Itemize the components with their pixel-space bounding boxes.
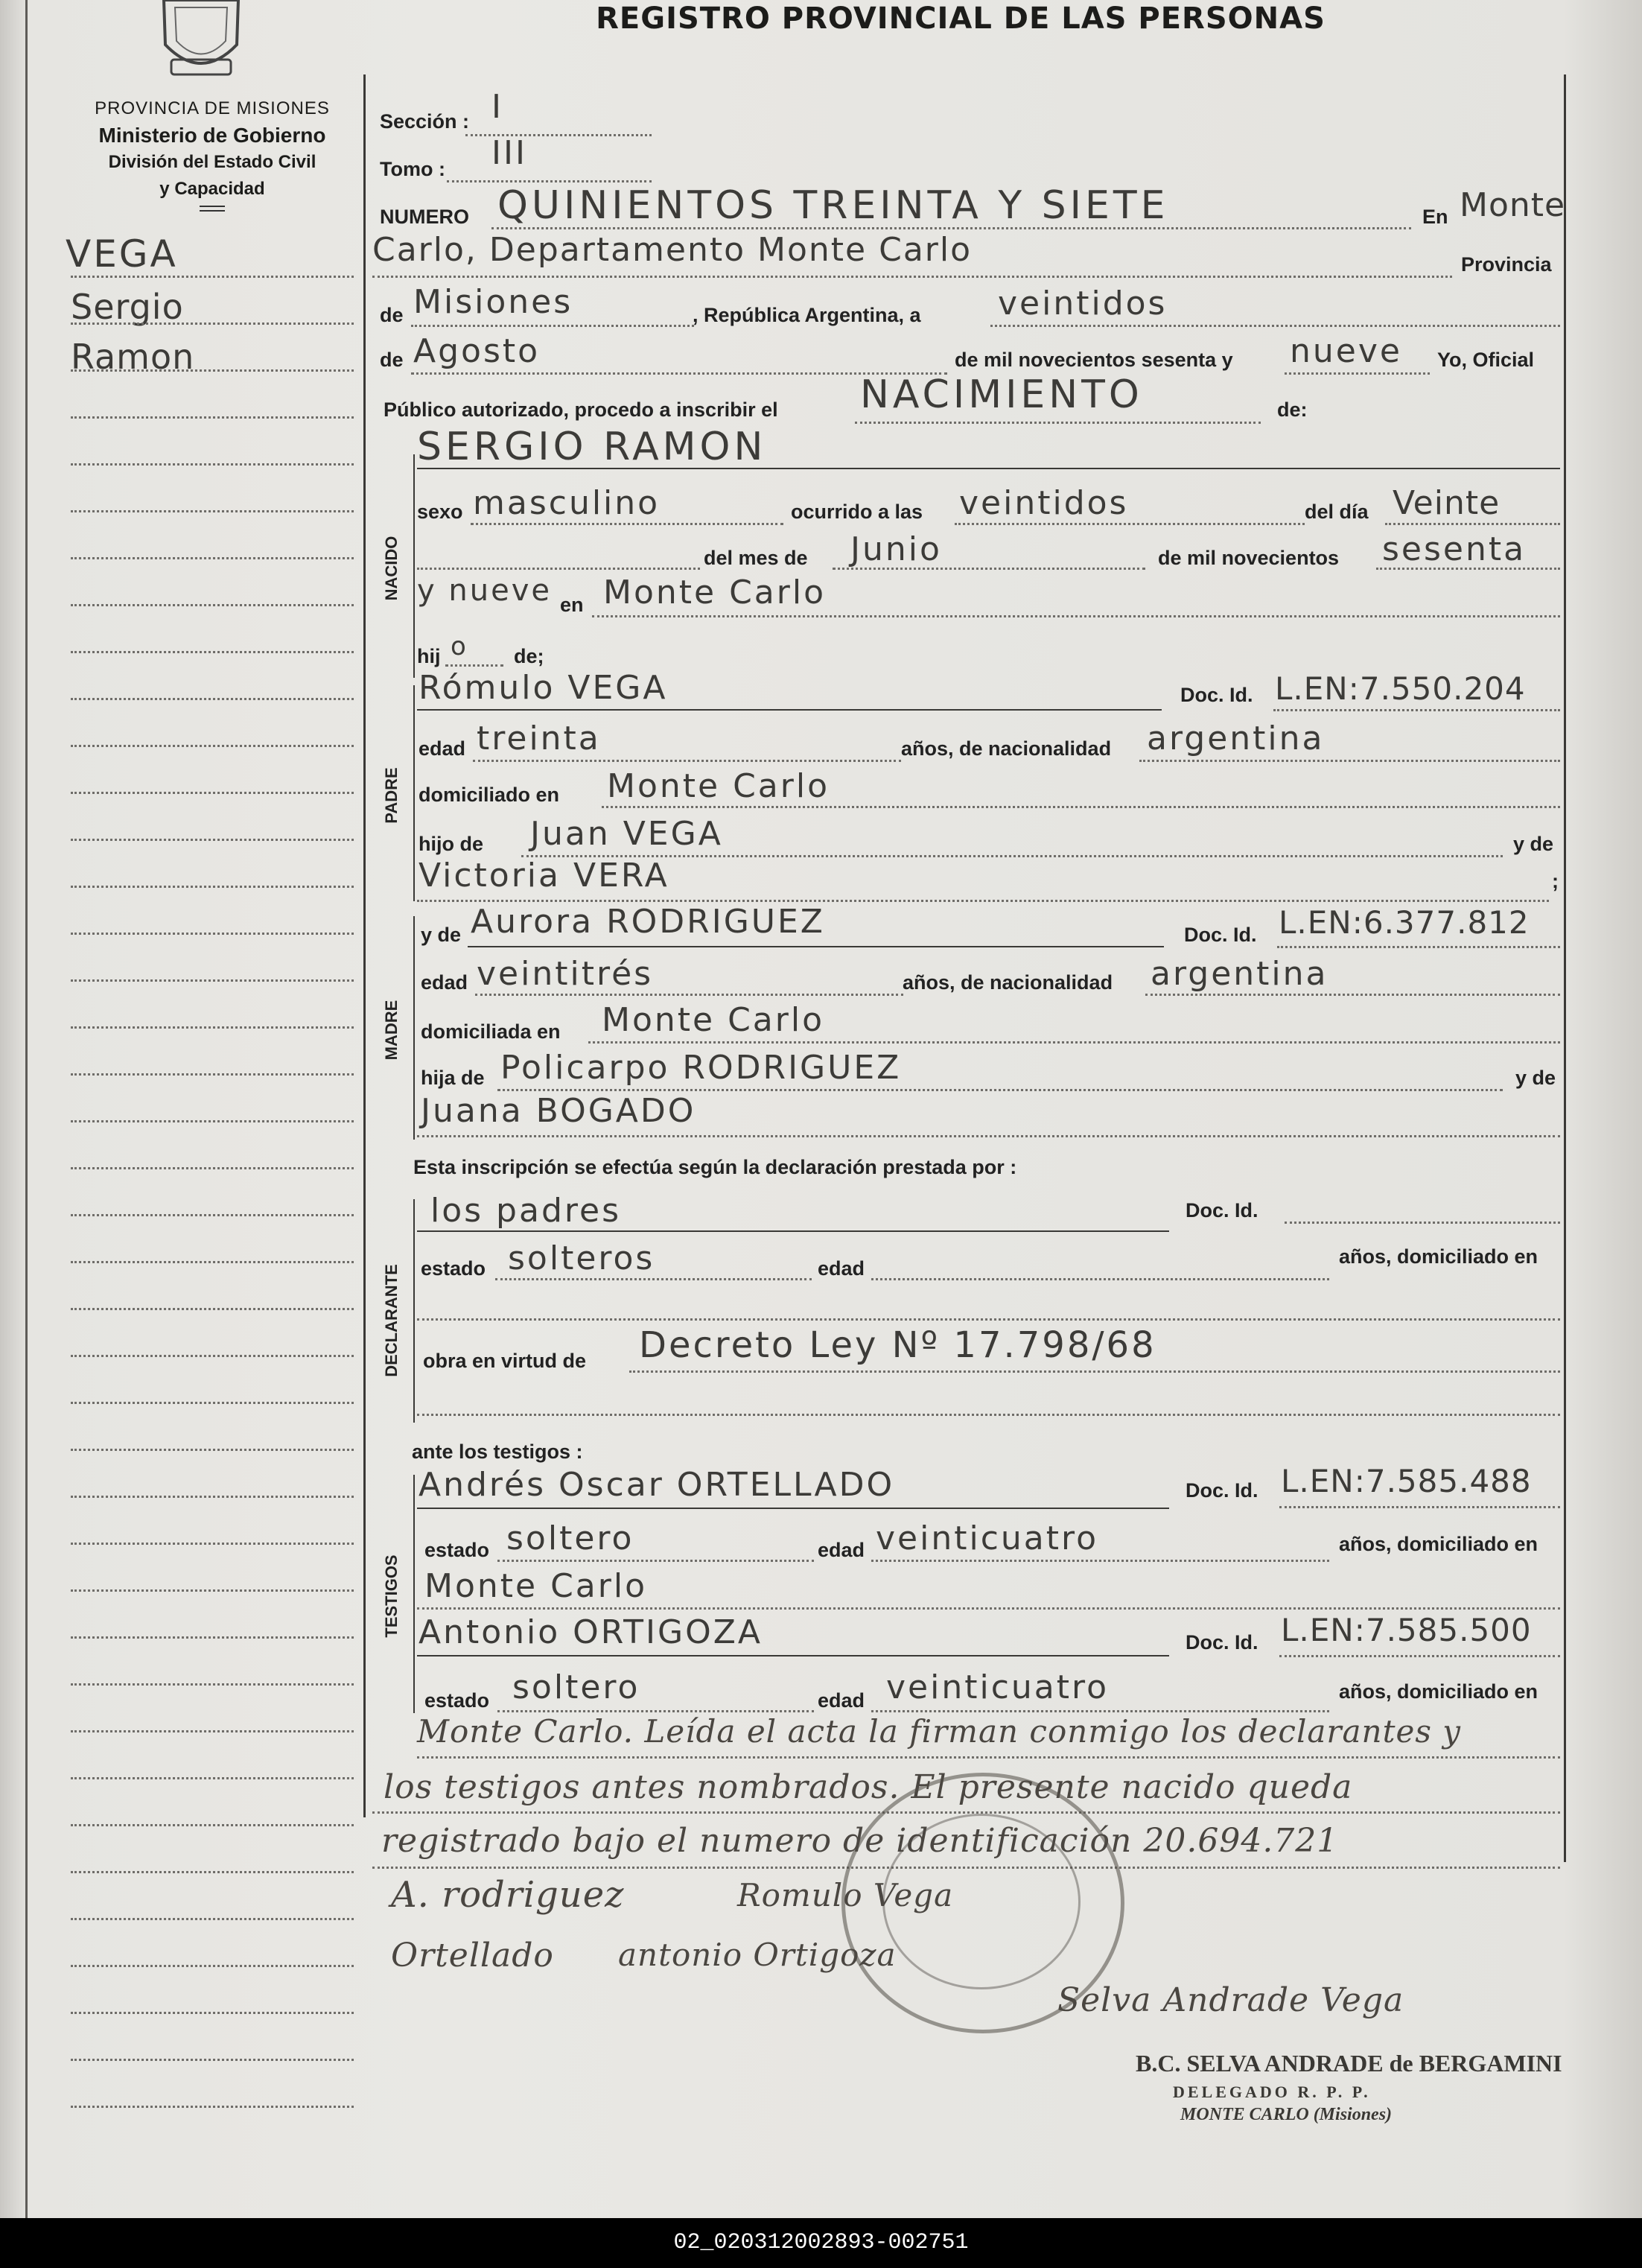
madre-dom-value: Monte Carlo (602, 1001, 824, 1039)
closing-line-3: registrado bajo el numero de identificación 20.694.721 (381, 1822, 1339, 1860)
declarante-estado-value: solteros (508, 1239, 655, 1277)
padre-section-label: PADRE (382, 767, 401, 824)
testigo1-edad-value: veinticuatro (876, 1519, 1099, 1557)
testigo1-edad-line (871, 1560, 1329, 1562)
sexo-value: masculino (473, 484, 661, 522)
del-dia-label: del día (1305, 501, 1369, 523)
madre-name-line (468, 946, 1164, 947)
signature-rodriguez: A. rodriguez (391, 1874, 625, 1916)
official-seal-inner (882, 1814, 1081, 1989)
signature-officer: Selva Andrade Vega (1057, 1981, 1404, 2019)
padre-semicolon: ; (1552, 870, 1559, 892)
officer-place: MONTE CARLO (Misiones) (1180, 2105, 1393, 2124)
hour-line (955, 523, 1305, 525)
margin-rule (71, 369, 354, 372)
margin-rule (71, 1965, 354, 1967)
madre-edad-value: veintitrés (477, 955, 654, 993)
padre-name-line (417, 709, 1162, 711)
en-label: En (1422, 206, 1448, 228)
declarante-estado-line (495, 1278, 812, 1280)
margin-rule (71, 323, 354, 325)
testigo1-estado-line (497, 1560, 814, 1562)
testigo1-name-line (417, 1508, 1169, 1509)
padre-mother-value: Victoria VERA (419, 857, 669, 895)
signature-romulo-vega: Romulo Vega (737, 1877, 954, 1913)
signature-ortigoza: antonio Ortigoza (618, 1937, 897, 1973)
document-title: REGISTRO PROVINCIAL DE LAS PERSONAS (596, 1, 1326, 36)
margin-rule (71, 1683, 354, 1686)
hour-value: veintidos (959, 484, 1129, 522)
birth-day-line (1385, 523, 1560, 525)
day-value: veintidos (998, 285, 1168, 323)
padre-doc-label: Doc. Id. (1180, 684, 1253, 706)
padre-edad-value: treinta (477, 720, 601, 757)
padre-y-de-label: y de (1513, 833, 1554, 855)
place-line (372, 276, 1452, 278)
obra-line (629, 1370, 1560, 1373)
numero-label: NUMERO (380, 206, 469, 228)
margin-rule (71, 1308, 354, 1310)
margin-surname: VEGA (66, 232, 178, 276)
padre-edad-label: edad (419, 737, 466, 760)
margin-rule (71, 698, 354, 700)
madre-nac-label: años, de nacionalidad (903, 971, 1113, 994)
testigo1-doc-label: Doc. Id. (1186, 1479, 1258, 1502)
birth-month-value: Junio (850, 530, 942, 568)
declarante-name-line (417, 1230, 1169, 1232)
double-rule (200, 206, 225, 212)
birth-place-line (592, 615, 1560, 617)
testigo1-anos-label: años, domiciliado en (1339, 1533, 1538, 1555)
seccion-value: I (491, 88, 503, 126)
declarante-intro: Esta inscripción se efectúa según la declaración prestada por : (413, 1156, 1017, 1178)
officer-role: DELEGADO R. P. P. (1173, 2083, 1371, 2101)
nacido-blank-line (417, 568, 700, 570)
nacido-name-line (417, 468, 1560, 469)
page-binding-edge (25, 0, 28, 2218)
testigo2-doc-label: Doc. Id. (1186, 1631, 1258, 1654)
declarante-anos-label: años, domiciliado en (1339, 1245, 1538, 1268)
obra-label: obra en virtud de (423, 1350, 587, 1372)
madre-dom-label: domiciliada en (421, 1020, 561, 1043)
testigo2-edad-label: edad (818, 1689, 865, 1712)
testigo1-dom-line (417, 1607, 1560, 1610)
madre-mother-line (417, 1135, 1560, 1137)
margin-rule (71, 1777, 354, 1779)
madre-hija-label: hija de (421, 1067, 485, 1089)
testigos-bracket (413, 1475, 415, 1713)
de2-label: de (380, 349, 404, 371)
testigo1-name: Andrés Oscar ORTELLADO (419, 1466, 895, 1504)
madre-section-label: MADRE (382, 1000, 401, 1061)
tomo-line (447, 180, 652, 182)
testigo1-doc-value: L.EN:7.585.488 (1281, 1463, 1532, 1499)
margin-rule (71, 1214, 354, 1216)
margin-rule (71, 510, 354, 512)
hijo-suffix: o (451, 632, 468, 661)
margin-rule (71, 1730, 354, 1732)
sexo-label: sexo (417, 501, 463, 523)
madre-edad-label: edad (421, 971, 468, 994)
place-value: Carlo, Departamento Monte Carlo (372, 231, 973, 269)
testigo2-edad-line (871, 1710, 1329, 1712)
margin-rule (71, 604, 354, 606)
de3-label: de: (1277, 398, 1308, 421)
testigo2-estado-line (497, 1710, 814, 1712)
padre-dom-line (602, 806, 1560, 808)
ocurrido-label: ocurrido a las (791, 501, 923, 523)
madre-doc-label: Doc. Id. (1184, 924, 1257, 946)
obra-line-2 (417, 1414, 1560, 1416)
margin-rule (71, 839, 354, 841)
birth-day-value: Veinte (1393, 484, 1501, 522)
madre-hija-line (497, 1089, 1503, 1091)
padre-dom-label: domiciliado en (419, 784, 560, 806)
testigos-section-label: TESTIGOS (382, 1554, 401, 1638)
margin-rule (71, 1120, 354, 1122)
margin-rule (71, 2059, 354, 2061)
official-seal (841, 1773, 1124, 2033)
padre-nac-line (1139, 760, 1560, 762)
margin-rule (71, 1871, 354, 1873)
margin-rule (71, 416, 354, 419)
margin-rule (71, 557, 354, 559)
right-border (1564, 74, 1566, 1862)
madre-bracket (413, 916, 415, 1140)
margin-rule (71, 886, 354, 888)
sexo-line (471, 523, 783, 525)
margin-rule (71, 1073, 354, 1076)
numero-value: QUINIENTOS TREINTA Y SIETE (497, 183, 1169, 228)
margin-rule (71, 1636, 354, 1639)
declarante-doc-label: Doc. Id. (1186, 1199, 1258, 1222)
nacido-section-label: NACIDO (382, 536, 401, 601)
madre-doc-line (1277, 946, 1560, 948)
testigo1-edad-label: edad (818, 1539, 865, 1561)
testigo2-estado-value: soltero (512, 1668, 640, 1706)
day-line (990, 325, 1560, 327)
testigo2-doc-line (1279, 1655, 1560, 1657)
republica-label: , República Argentina, a (693, 304, 921, 326)
testigo1-estado-value: soltero (506, 1519, 634, 1557)
padre-doc-line (1273, 709, 1560, 711)
en-value: Monte (1460, 186, 1566, 224)
madre-nac-value: argentina (1151, 955, 1328, 993)
tomo-value: III (491, 134, 527, 172)
mes-label: del mes de (704, 547, 808, 569)
testigo2-name: Antonio ORTIGOZA (419, 1613, 763, 1651)
madre-doc-value: L.EN:6.377.812 (1279, 904, 1530, 941)
padre-nac-label: años, de nacionalidad (901, 737, 1112, 760)
padre-edad-line (473, 760, 901, 762)
margin-rule (71, 2012, 354, 2014)
testigo1-estado-label: estado (424, 1539, 490, 1561)
declarante-section-label: DECLARANTE (382, 1264, 401, 1377)
birth-year-value-1: sesenta (1382, 530, 1527, 568)
de-label: de (380, 304, 404, 326)
margin-rule (71, 1824, 354, 1826)
provincia-line (411, 325, 694, 327)
testigo2-anos-label: años, domiciliado en (1339, 1680, 1538, 1703)
division-label-2: y Capacidad (159, 179, 265, 199)
declarante-estado-label: estado (421, 1257, 486, 1280)
padre-dom-value: Monte Carlo (607, 767, 830, 805)
margin-rule (71, 651, 354, 653)
margin-rule (71, 1355, 354, 1357)
birth-en-label: en (560, 594, 584, 616)
seccion-label: Sección : (380, 110, 470, 133)
madre-edad-line (475, 994, 903, 996)
nacido-name: SERGIO RAMON (417, 425, 767, 469)
margin-given-name-1: Sergio (71, 287, 184, 327)
madre-mother-value: Juana BOGADO (421, 1092, 696, 1130)
margin-rule (71, 1543, 354, 1545)
padre-doc-value: L.EN:7.550.204 (1275, 670, 1526, 707)
provincia-value: Misiones (413, 283, 573, 321)
declarante-name: los padres (430, 1192, 621, 1230)
testigo1-dom-value: Monte Carlo (424, 1567, 647, 1605)
margin-rule (71, 1589, 354, 1592)
closing-line-2: los testigos antes nombrados. El presente nacido queda (384, 1768, 1353, 1806)
year-value: nueve (1290, 332, 1402, 370)
margin-given-name-2: Ramon (71, 337, 195, 377)
padre-father-value: Juan VEGA (530, 815, 723, 853)
birth-place-value: Monte Carlo (603, 574, 826, 612)
padre-mother-line (417, 900, 1549, 902)
declarante-bracket (413, 1199, 415, 1423)
closing-line-1-rule (417, 1756, 1560, 1759)
province-label: PROVINCIA DE MISIONES (95, 98, 330, 118)
month-value: Agosto (413, 332, 541, 370)
margin-rule (71, 792, 354, 794)
margin-rule (71, 2106, 354, 2108)
declarante-doc-line (1285, 1222, 1560, 1224)
ministry-label: Ministerio de Gobierno (98, 124, 326, 147)
madre-dom-line (588, 1041, 1560, 1044)
declarante-edad-label: edad (818, 1257, 865, 1280)
hijo-label: hij (417, 645, 441, 667)
hijo-suffix-line (445, 664, 503, 667)
division-label-1: División del Estado Civil (108, 152, 316, 172)
signature-ortellado: Ortellado (391, 1937, 554, 1975)
tomo-label: Tomo : (380, 158, 445, 180)
madre-nac-line (1145, 994, 1560, 996)
padre-hijo-label: hijo de (419, 833, 483, 855)
provincia-label: Provincia (1461, 253, 1552, 276)
testigo1-doc-line (1279, 1506, 1560, 1508)
margin-rule (71, 1261, 354, 1263)
obra-value: Decreto Ley Nº 17.798/68 (639, 1324, 1156, 1366)
margin-rule (71, 933, 354, 935)
margin-rule (71, 276, 354, 278)
testigo2-estado-label: estado (424, 1689, 490, 1712)
publico-label: Público autorizado, procedo a inscribir el (384, 398, 778, 421)
margin-rule (71, 745, 354, 747)
padre-name: Rómulo VEGA (419, 669, 668, 707)
footer-id: 02_020312002893-002751 (0, 2218, 1642, 2268)
testigo2-name-line (417, 1655, 1169, 1656)
nacido-bracket (413, 454, 415, 678)
margin-rule (71, 1402, 354, 1404)
testigo2-edad-value: veinticuatro (886, 1668, 1110, 1706)
provincial-crest-icon (156, 0, 246, 82)
madre-name: Aurora RODRIGUEZ (471, 903, 825, 941)
act-line (855, 422, 1261, 424)
madre-y-de-label: y de (421, 924, 462, 946)
testigos-intro: ante los testigos : (412, 1440, 583, 1463)
year-line (1285, 372, 1430, 375)
margin-rule (71, 979, 354, 982)
testigo2-doc-value: L.EN:7.585.500 (1281, 1612, 1532, 1648)
margin-rule (71, 1167, 354, 1169)
padre-nac-value: argentina (1147, 720, 1325, 757)
left-column-divider (363, 74, 366, 1817)
year-label: de mil novecientos sesenta y (955, 349, 1233, 371)
margin-rule (71, 1918, 354, 1920)
birth-year-label: de mil novecientos (1158, 547, 1340, 569)
margin-rule (71, 463, 354, 466)
act-value: NACIMIENTO (860, 372, 1143, 417)
declarante-edad-line (871, 1278, 1329, 1280)
left-header (60, 95, 365, 212)
margin-rule (71, 1496, 354, 1498)
padre-bracket (413, 685, 415, 901)
declarante-dom-line (417, 1318, 1560, 1321)
officer-name: B.C. SELVA ANDRADE de BERGAMINI (1136, 2050, 1562, 2077)
closing-line-1: Monte Carlo. Leída el acta la firman conmigo los declarantes y (417, 1713, 1461, 1750)
margin-rule (71, 1449, 354, 1451)
birth-year-value-2: y nueve (417, 574, 552, 608)
madre-father-value: Policarpo RODRIGUEZ (500, 1049, 902, 1087)
madre-y-de2-label: y de (1515, 1067, 1556, 1089)
margin-rule (71, 1026, 354, 1029)
hijo-de-label: de; (514, 645, 544, 667)
oficial-label: Yo, Oficial (1437, 349, 1535, 371)
